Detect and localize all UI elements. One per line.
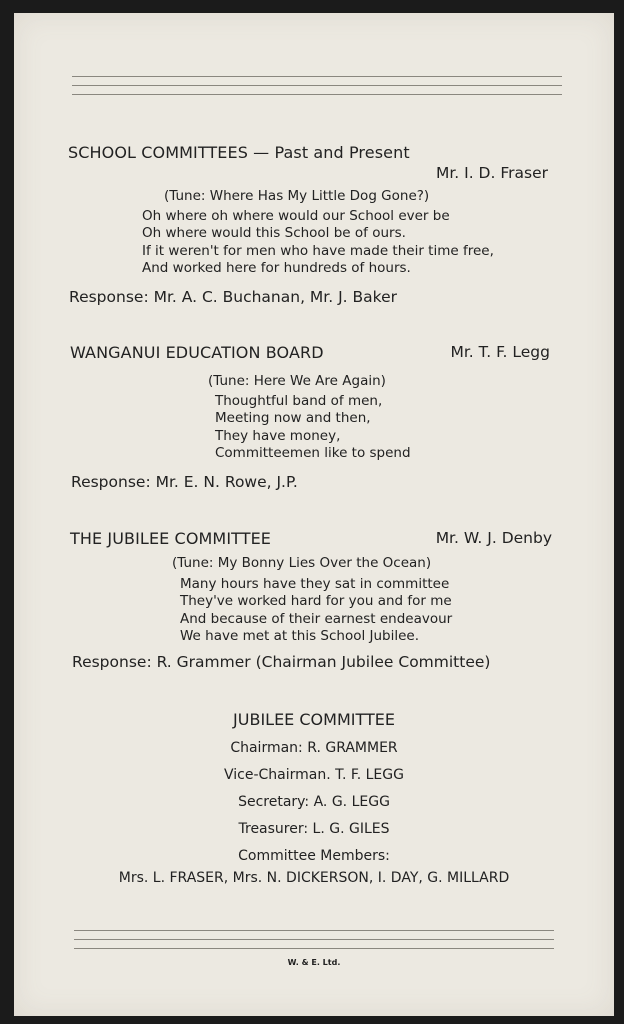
education-board-verse bbox=[215, 393, 411, 462]
jubilee-committee-heading: THE JUBILEE COMMITTEE bbox=[70, 529, 272, 548]
committee-title: JUBILEE COMMITTEE bbox=[233, 710, 395, 729]
verse-line: They have money, bbox=[215, 427, 341, 444]
verse-line: Oh where would this School be of ours. bbox=[142, 225, 406, 242]
committee-vice-chairman: Vice-Chairman. T. F. LEGG bbox=[224, 767, 404, 783]
school-committees-tune: (Tune: Where Has My Little Dog Gone?) bbox=[164, 188, 430, 204]
verse-line: Committeemen like to spend bbox=[215, 444, 411, 461]
verse-line: Many hours have they sat in committee bbox=[180, 576, 450, 592]
verse-line: Meeting now and then, bbox=[215, 410, 371, 427]
school-committees-speaker: Mr. I. D. Fraser bbox=[435, 164, 548, 182]
school-committees-verse bbox=[142, 208, 494, 277]
verse-line: Oh where oh where would our School ever be bbox=[142, 208, 450, 224]
verse-line: If it weren't for men who have made their time free, bbox=[142, 242, 494, 259]
verse-line: And because of their earnest endeavour bbox=[180, 610, 453, 627]
education-board-heading: WANGANUI EDUCATION BOARD bbox=[70, 343, 324, 362]
bottom-rule-lines bbox=[74, 930, 554, 957]
jubilee-committee-response: Response: R. Grammer (Chairman Jubilee Committee) bbox=[72, 653, 491, 671]
committee-members: Mrs. L. FRASER, Mrs. N. DICKERSON, I. DAY, G. MILLARD bbox=[118, 870, 510, 886]
printer-imprint: W. & E. Ltd. bbox=[287, 958, 341, 967]
school-committees-response: Response: Mr. A. C. Buchanan, Mr. J. Baker bbox=[69, 288, 397, 306]
top-rule-lines bbox=[72, 76, 562, 103]
education-board-tune: (Tune: Here We Are Again) bbox=[208, 373, 386, 389]
jubilee-committee-speaker: Mr. W. J. Denby bbox=[435, 529, 552, 547]
committee-members-label: Committee Members: bbox=[238, 848, 390, 864]
school-committees-heading: SCHOOL COMMITTEES — Past and Present bbox=[68, 143, 410, 162]
verse-line: We have met at this School Jubilee. bbox=[180, 627, 420, 644]
jubilee-committee-tune: (Tune: My Bonny Lies Over the Ocean) bbox=[172, 555, 432, 571]
verse-line: They've worked hard for you and for me bbox=[180, 593, 452, 610]
education-board-response: Response: Mr. E. N. Rowe, J.P. bbox=[71, 473, 298, 491]
committee-treasurer: Treasurer: L. G. GILES bbox=[238, 821, 390, 837]
education-board-speaker: Mr. T. F. Legg bbox=[450, 343, 550, 361]
committee-chairman: Chairman: R. GRAMMER bbox=[230, 740, 398, 756]
jubilee-committee-verse bbox=[180, 576, 452, 645]
verse-line: And worked here for hundreds of hours. bbox=[142, 259, 411, 276]
verse-line: Thoughtful band of men, bbox=[215, 393, 383, 409]
programme-page bbox=[14, 13, 614, 1016]
committee-secretary: Secretary: A. G. LEGG bbox=[238, 794, 390, 810]
